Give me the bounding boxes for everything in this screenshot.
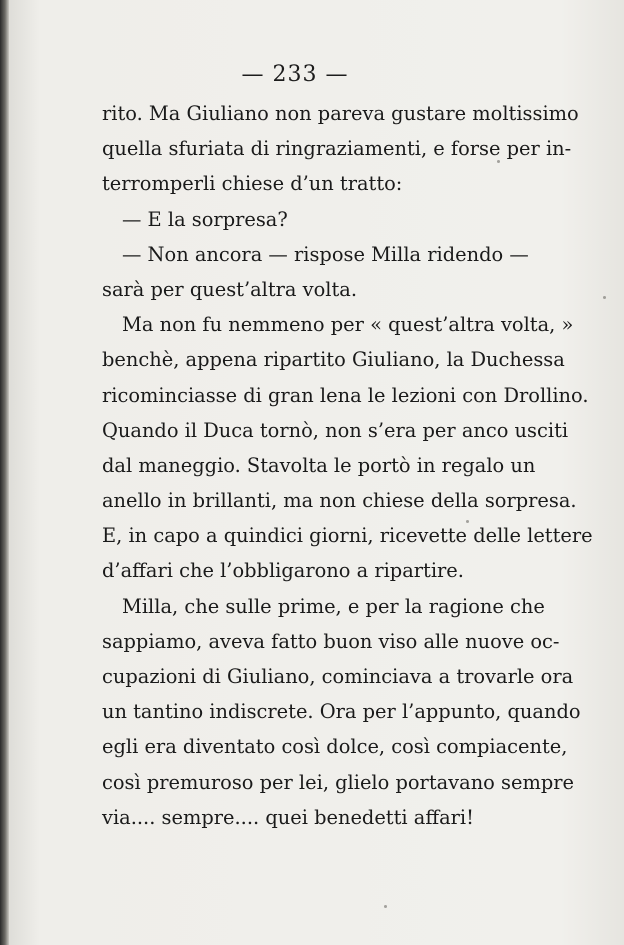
paper-speck bbox=[497, 160, 500, 163]
text-line: Quando il Duca tornò, non s’era per anco usciti bbox=[102, 418, 569, 442]
binding-edge bbox=[0, 0, 9, 945]
text-line: anello in brillanti, ma non chiese della sorpresa. bbox=[102, 489, 577, 513]
text-line: — Non ancora — rispose Milla ridendo — bbox=[122, 242, 529, 266]
text-line: ricominciasse di gran lena le lezioni con Drollino. bbox=[102, 383, 589, 407]
paper-speck bbox=[466, 520, 469, 523]
text-line: sarà per quest’altra volta. bbox=[102, 277, 358, 301]
text-line: benchè, appena ripartito Giuliano, la Duchessa bbox=[102, 348, 565, 372]
text-line: un tantino indiscrete. Ora per l’appunto, quando bbox=[102, 700, 581, 724]
page-number: — 233 — bbox=[241, 62, 349, 87]
text-line: rito. Ma Giuliano non pareva gustare moltissimo bbox=[102, 102, 579, 125]
text-line: terromperli chiese d’un tratto: bbox=[102, 172, 403, 196]
paper-speck bbox=[384, 905, 387, 908]
text-line: E, in capo a quindici giorni, ricevette delle lettere bbox=[102, 524, 593, 548]
text-line: Milla, che sulle prime, e per la ragione che bbox=[122, 594, 545, 618]
text-line: cupazioni di Giuliano, cominciava a trovarle ora bbox=[102, 665, 574, 688]
text-line: d’affari che l’obbligarono a ripartire. bbox=[102, 559, 464, 583]
paper-speck bbox=[603, 296, 606, 299]
text-line: Ma non fu nemmeno per « quest’altra volta, » bbox=[122, 313, 574, 337]
text-line: — E la sorpresa? bbox=[122, 207, 288, 231]
text-line: via.... sempre.... quei benedetti affari! bbox=[102, 805, 474, 829]
text-line: dal maneggio. Stavolta le portò in regalo un bbox=[102, 453, 536, 477]
text-line: così premuroso per lei, glielo portavano sempre bbox=[102, 770, 574, 794]
text-line: egli era diventato così dolce, così compiacente, bbox=[102, 735, 568, 759]
text-line: sappiamo, aveva fatto buon viso alle nuove oc- bbox=[102, 629, 560, 653]
body-text bbox=[102, 96, 593, 835]
text-line: quella sfuriata di ringraziamenti, e forse per in- bbox=[102, 137, 572, 161]
